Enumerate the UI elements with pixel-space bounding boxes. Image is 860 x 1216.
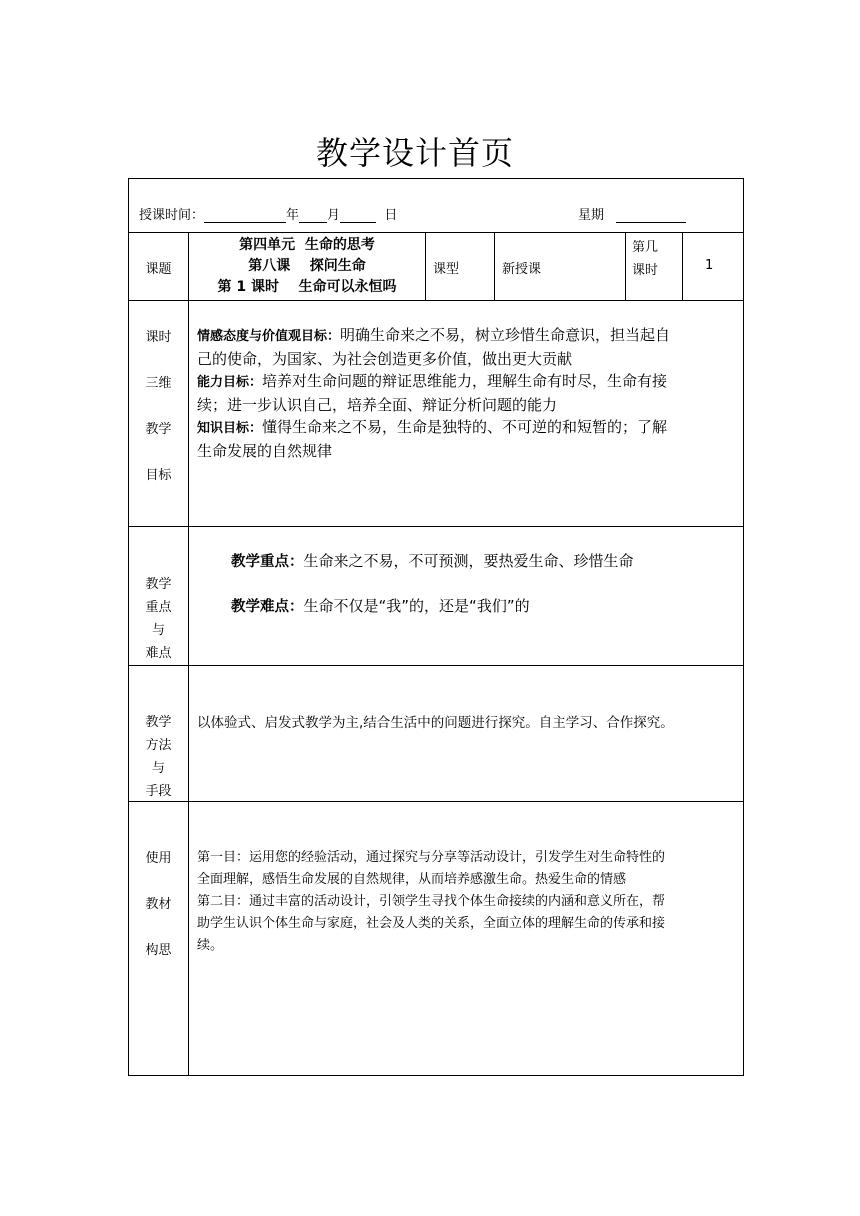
ability-goal-text: 培养对生命问题的辩证思维能力，理解生命有时尽，生命有接 (262, 372, 668, 390)
row-divider (129, 665, 743, 666)
keypoints-label-line: 教学 (145, 577, 172, 592)
methods-label-line: 方法 (145, 738, 172, 753)
goals-label (129, 326, 188, 487)
goals-label-line: 教学 (145, 422, 172, 437)
date-blank (204, 208, 286, 223)
period-label-line: 第几 (632, 240, 659, 255)
difficult-point-label: 教学难点： (231, 599, 304, 615)
methods-text: 以体验式、启发式教学为主,结合生活中的问题进行探究。自主学习、合作探究。 (197, 715, 674, 731)
type-value: 新授课 (502, 262, 542, 277)
keypoints-label-line: 重点 (145, 600, 172, 615)
methods-label-line: 与 (151, 761, 165, 776)
column-divider (682, 232, 683, 300)
day-label: 日 (384, 208, 398, 223)
type-label: 课型 (433, 262, 460, 277)
methods-label-line: 教学 (145, 715, 172, 730)
keypoints-label (129, 573, 188, 665)
weekday-line (578, 204, 686, 223)
goals-label-line: 三维 (145, 376, 172, 391)
difficult-point-text: 生命不仅是“我”的，还是“我们”的 (303, 597, 530, 615)
period-value: 1 (705, 258, 714, 273)
methods-label (129, 711, 188, 803)
materials-label-line: 使用 (145, 851, 172, 866)
materials-line: 全面理解，感悟生命发展的自然规律，从而培养感激生命。热爱生命的情感 (197, 872, 627, 887)
difficult-point (231, 595, 530, 618)
knowledge-goal-text: 生命发展的自然规律 (197, 442, 333, 460)
column-divider (188, 232, 189, 1076)
row-divider (129, 232, 743, 233)
weekday-blank (616, 208, 686, 223)
year-label: 年 (286, 208, 300, 223)
emotion-goal-text: 己的使命，为国家、为社会创造更多价值，做出更大贡献 (197, 350, 573, 368)
materials-line: 助学生认识个体生命与家庭，社会及人类的关系，全面立体的理解生命的传承和接 (197, 916, 666, 931)
methods-label-line: 手段 (145, 784, 172, 799)
period-label-line: 课时 (632, 263, 659, 278)
weekday-label: 星期 (578, 208, 605, 223)
materials-line: 第一目：运用您的经验活动，通过探究与分享等活动设计，引发学生对生命特性的 (197, 850, 666, 865)
topic-label: 课题 (145, 262, 172, 277)
row-divider (129, 526, 743, 527)
emotion-goal-text: 明确生命来之不易，树立珍惜生命意识，担当起自 (340, 326, 671, 344)
topic-value (189, 235, 425, 298)
key-point-text: 生命来之不易，不可预测，要热爱生命、珍惜生命 (303, 552, 634, 570)
goals-content (197, 324, 742, 462)
date-line (139, 204, 397, 223)
topic-unit: 第四单元 生命的思考 (239, 237, 375, 253)
goals-label-line: 课时 (145, 330, 172, 345)
day-blank (340, 208, 376, 223)
lesson-plan-table (128, 178, 744, 1076)
keypoints-label-line: 难点 (145, 646, 172, 661)
row-divider (129, 300, 743, 301)
materials-label (129, 847, 188, 962)
materials-content (197, 847, 665, 957)
date-label: 授课时间： (139, 208, 205, 223)
goals-label-line: 目标 (145, 468, 172, 483)
column-divider (494, 232, 495, 300)
materials-label-line: 教材 (145, 897, 172, 912)
knowledge-goal-label: 知识目标： (197, 421, 263, 436)
column-divider (425, 232, 426, 300)
materials-label-line: 构思 (145, 943, 172, 958)
key-point-label: 教学重点： (231, 554, 304, 570)
keypoints-label-line: 与 (151, 623, 165, 638)
month-label: 月 (327, 208, 341, 223)
row-divider (129, 801, 743, 802)
page-title: 教学设计首页 (315, 134, 514, 172)
column-divider (625, 232, 626, 300)
materials-line: 续。 (197, 938, 224, 953)
emotion-goal-label: 情感态度与价值观目标： (197, 329, 341, 344)
month-blank (299, 208, 327, 223)
period-label (632, 236, 658, 282)
materials-line: 第二目：通过丰富的活动设计，引领学生寻找个体生命接续的内涵和意义所在，帮 (197, 894, 666, 909)
ability-goal-label: 能力目标： (197, 375, 263, 390)
topic-period: 第 1 课时 生命可以永恒吗 (217, 279, 397, 295)
topic-lesson: 第八课 探问生命 (248, 258, 366, 274)
knowledge-goal-text: 懂得生命来之不易，生命是独特的、不可逆的和短暂的；了解 (262, 418, 668, 436)
ability-goal-text: 续；进一步认识自己，培养全面、辩证分析问题的能力 (197, 396, 558, 414)
key-point (231, 550, 634, 573)
